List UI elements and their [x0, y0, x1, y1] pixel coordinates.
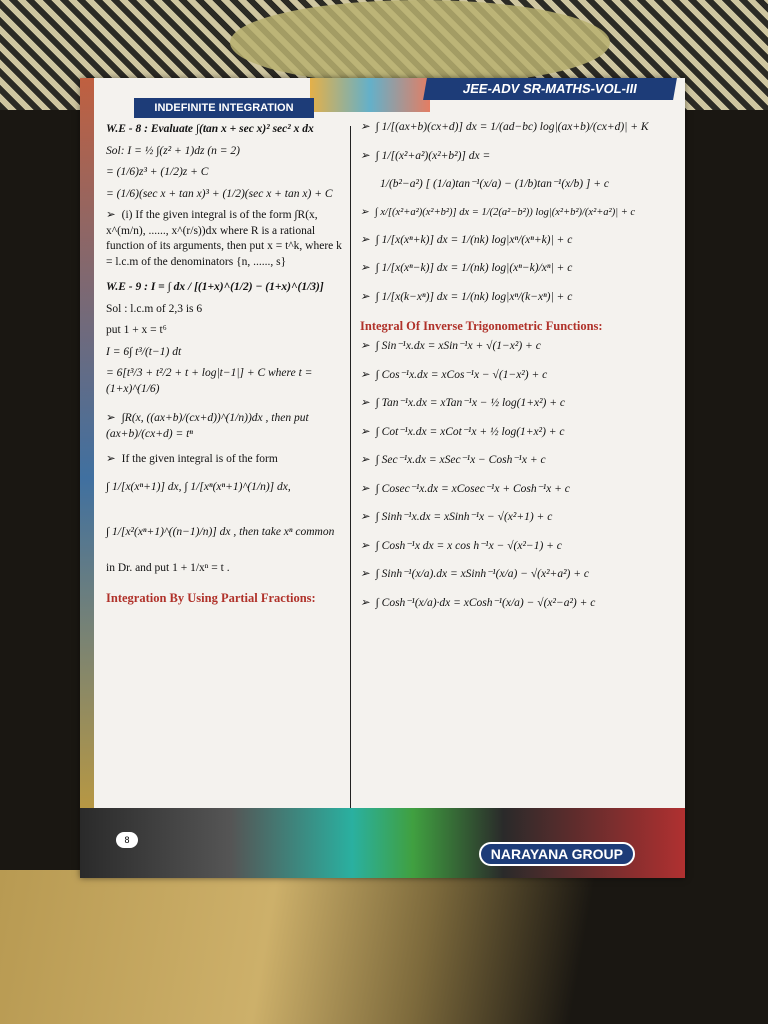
formula-row	[360, 261, 675, 277]
formula-row	[360, 425, 675, 441]
left-column	[106, 122, 344, 611]
formula-text: ∫ 1/[x(k−xⁿ)] dx = 1/(nk) log|xⁿ/(k−xⁿ)| + c	[375, 290, 573, 303]
xn-form-third: ∫ 1/[x²(xⁿ+1)^((n−1)/n)] dx , then take xⁿ common	[106, 526, 335, 539]
bullet-arrow-icon: ➢	[360, 290, 370, 303]
we8-solution-line-3: = (1/6)(sec x + tan x)³ + (1/2)(sec x + tan x) + C	[106, 187, 333, 200]
bullet-arrow-icon: ➢	[360, 596, 370, 609]
formula-row	[360, 149, 675, 165]
rule-xn-forms-text: If the given integral is of the form	[121, 453, 278, 466]
we8-solution-line-2: = (1/6)z³ + (1/2)z + C	[106, 166, 209, 179]
rule-substitution-text: (i) If the given integral is of the form ∫R(x, x^(m/n), ......, x^(r/s))dx where R is a rational function of its arguments, then put x = t^k, where k = l.c.m of the denominators {n, ......, s}	[106, 209, 342, 268]
formula-text: ∫ 1/[x(xⁿ+k)] dx = 1/(nk) log|xⁿ/(xⁿ+k)| + c	[375, 233, 573, 246]
bullet-arrow-icon: ➢	[360, 149, 370, 162]
bullet-arrow-icon: ➢	[360, 206, 369, 218]
we9-solution-line-3: I = 6∫ t³/(t−1) dt	[106, 345, 182, 358]
formula-text: ∫ Sec⁻¹x.dx = xSec⁻¹x − Cosh⁻¹x + c	[375, 454, 546, 467]
bullet-arrow-icon: ➢	[360, 262, 370, 275]
formula-row	[360, 567, 675, 583]
formula-row	[360, 510, 675, 526]
worked-example-8: W.E - 8 : Evaluate ∫(tan x + sec x)² sec² x dx	[106, 123, 314, 135]
formula-row	[360, 368, 675, 384]
bullet-arrow-icon: ➢	[360, 539, 370, 552]
formula-text: ∫ x/[(x²+a²)(x²+b²)] dx = 1/(2(a²−b²)) log|(x²+b²)/(x²+a²)| + c	[374, 206, 636, 218]
bullet-arrow-icon: ➢	[106, 453, 116, 466]
narayana-logo: NARAYANA GROUP	[479, 842, 635, 866]
formula-row	[360, 339, 675, 355]
formula-text: ∫ 1/[(x²+a²)(x²+b²)] dx =	[375, 149, 491, 162]
formula-row	[360, 596, 675, 612]
formula-text: ∫ Sin⁻¹x.dx = xSin⁻¹x + √(1−x²) + c	[375, 340, 541, 353]
formula-row	[360, 177, 675, 193]
column-divider	[350, 126, 351, 846]
formula-text: ∫ Cosh⁻¹x dx = x cos h⁻¹x − √(x²−1) + c	[375, 539, 562, 552]
rule-linear-fractional	[106, 411, 344, 442]
we9-solution-line-1: Sol : l.c.m of 2,3 is 6	[106, 302, 203, 315]
right-column	[360, 108, 675, 624]
we9-solution-line-4: = 6[t³/3 + t²/2 + t + log|t−1|] + C where t = (1+x)^(1/6)	[106, 367, 313, 395]
bullet-arrow-icon: ➢	[360, 568, 370, 581]
rule-substitution-rational	[106, 208, 344, 270]
rule-xn-forms	[106, 452, 344, 468]
we9-solution-line-2: put 1 + x = t⁶	[106, 324, 167, 337]
formula-text: 1/(b²−a²) [ (1/a)tan⁻¹(x/a) − (1/b)tan⁻¹(x/b) ] + c	[380, 178, 610, 191]
header-decoration	[310, 78, 430, 112]
bullet-arrow-icon: ➢	[360, 233, 370, 246]
bullet-arrow-icon: ➢	[106, 412, 116, 425]
formula-text: ∫ Sinh⁻¹(x/a).dx = xSinh⁻¹(x/a) − √(x²+a²) + c	[375, 568, 589, 581]
page-number: 8	[116, 832, 138, 848]
formula-text: ∫ 1/[(ax+b)(cx+d)] dx = 1/(ad−bc) log|(ax+b)/(cx+d)| + K	[375, 121, 649, 133]
partial-fractions-heading: Integration By Using Partial Fractions:	[106, 591, 316, 606]
formula-row	[360, 539, 675, 555]
inverse-trig-heading: Integral Of Inverse Trigonometric Functions:	[360, 319, 603, 334]
we8-solution-line-1: Sol: I = ½ ∫(z² + 1)dz (n = 2)	[106, 144, 241, 157]
bullet-arrow-icon: ➢	[360, 511, 370, 524]
background-fabric-highlight	[230, 0, 610, 85]
formula-text: ∫ Cot⁻¹x.dx = xCot⁻¹x + ½ log(1+x²) + c	[375, 425, 565, 438]
bullet-arrow-icon: ➢	[360, 425, 370, 438]
formula-text: ∫ Cosh⁻¹(x/a)·dx = xCosh⁻¹(x/a) − √(x²−a²) + c	[375, 596, 596, 609]
formula-row	[360, 290, 675, 306]
formula-row	[360, 233, 675, 249]
book-title: JEE-ADV SR-MATHS-VOL-III	[423, 78, 677, 100]
bullet-arrow-icon: ➢	[106, 209, 116, 222]
formula-text: ∫ Cos⁻¹x.dx = xCos⁻¹x − √(1−x²) + c	[375, 368, 548, 381]
xn-form-substitution: in Dr. and put 1 + 1/xⁿ = t .	[106, 561, 230, 574]
formula-text: ∫ 1/[x(xⁿ−k)] dx = 1/(nk) log|(xⁿ−k)/xⁿ| + c	[375, 262, 573, 275]
bullet-arrow-icon: ➢	[360, 368, 370, 381]
bullet-arrow-icon: ➢	[360, 340, 370, 353]
bullet-arrow-icon: ➢	[360, 482, 370, 495]
formula-row	[360, 482, 675, 498]
rule-linear-fractional-text: ∫R(x, ((ax+b)/(cx+d))^(1/n))dx , then put (ax+b)/(cx+d) = tⁿ	[106, 412, 309, 440]
formula-row	[360, 206, 675, 220]
background-table	[0, 870, 768, 1024]
formula-row	[360, 396, 675, 412]
bullet-arrow-icon: ➢	[360, 121, 370, 133]
worked-example-9: W.E - 9 : I = ∫ dx / [(1+x)^(1/2) − (1+x)^(1/3)]	[106, 281, 324, 294]
chapter-title: INDEFINITE INTEGRATION	[134, 98, 314, 118]
formula-text: ∫ Cosec⁻¹x.dx = xCosec⁻¹x + Cosh⁻¹x + c	[375, 482, 570, 495]
book-page	[80, 78, 685, 878]
formula-text: ∫ Sinh⁻¹x.dx = xSinh⁻¹x − √(x²+1) + c	[375, 511, 553, 524]
page-color-band	[80, 78, 94, 878]
formula-row	[360, 120, 675, 136]
bullet-arrow-icon: ➢	[360, 454, 370, 467]
formula-row	[360, 453, 675, 469]
bullet-arrow-icon: ➢	[360, 397, 370, 410]
formula-text: ∫ Tan⁻¹x.dx = xTan⁻¹x − ½ log(1+x²) + c	[375, 397, 565, 410]
xn-forms-list: ∫ 1/[x(xⁿ+1)] dx, ∫ 1/[xⁿ(xⁿ+1)^(1/n)] dx,	[106, 480, 291, 493]
